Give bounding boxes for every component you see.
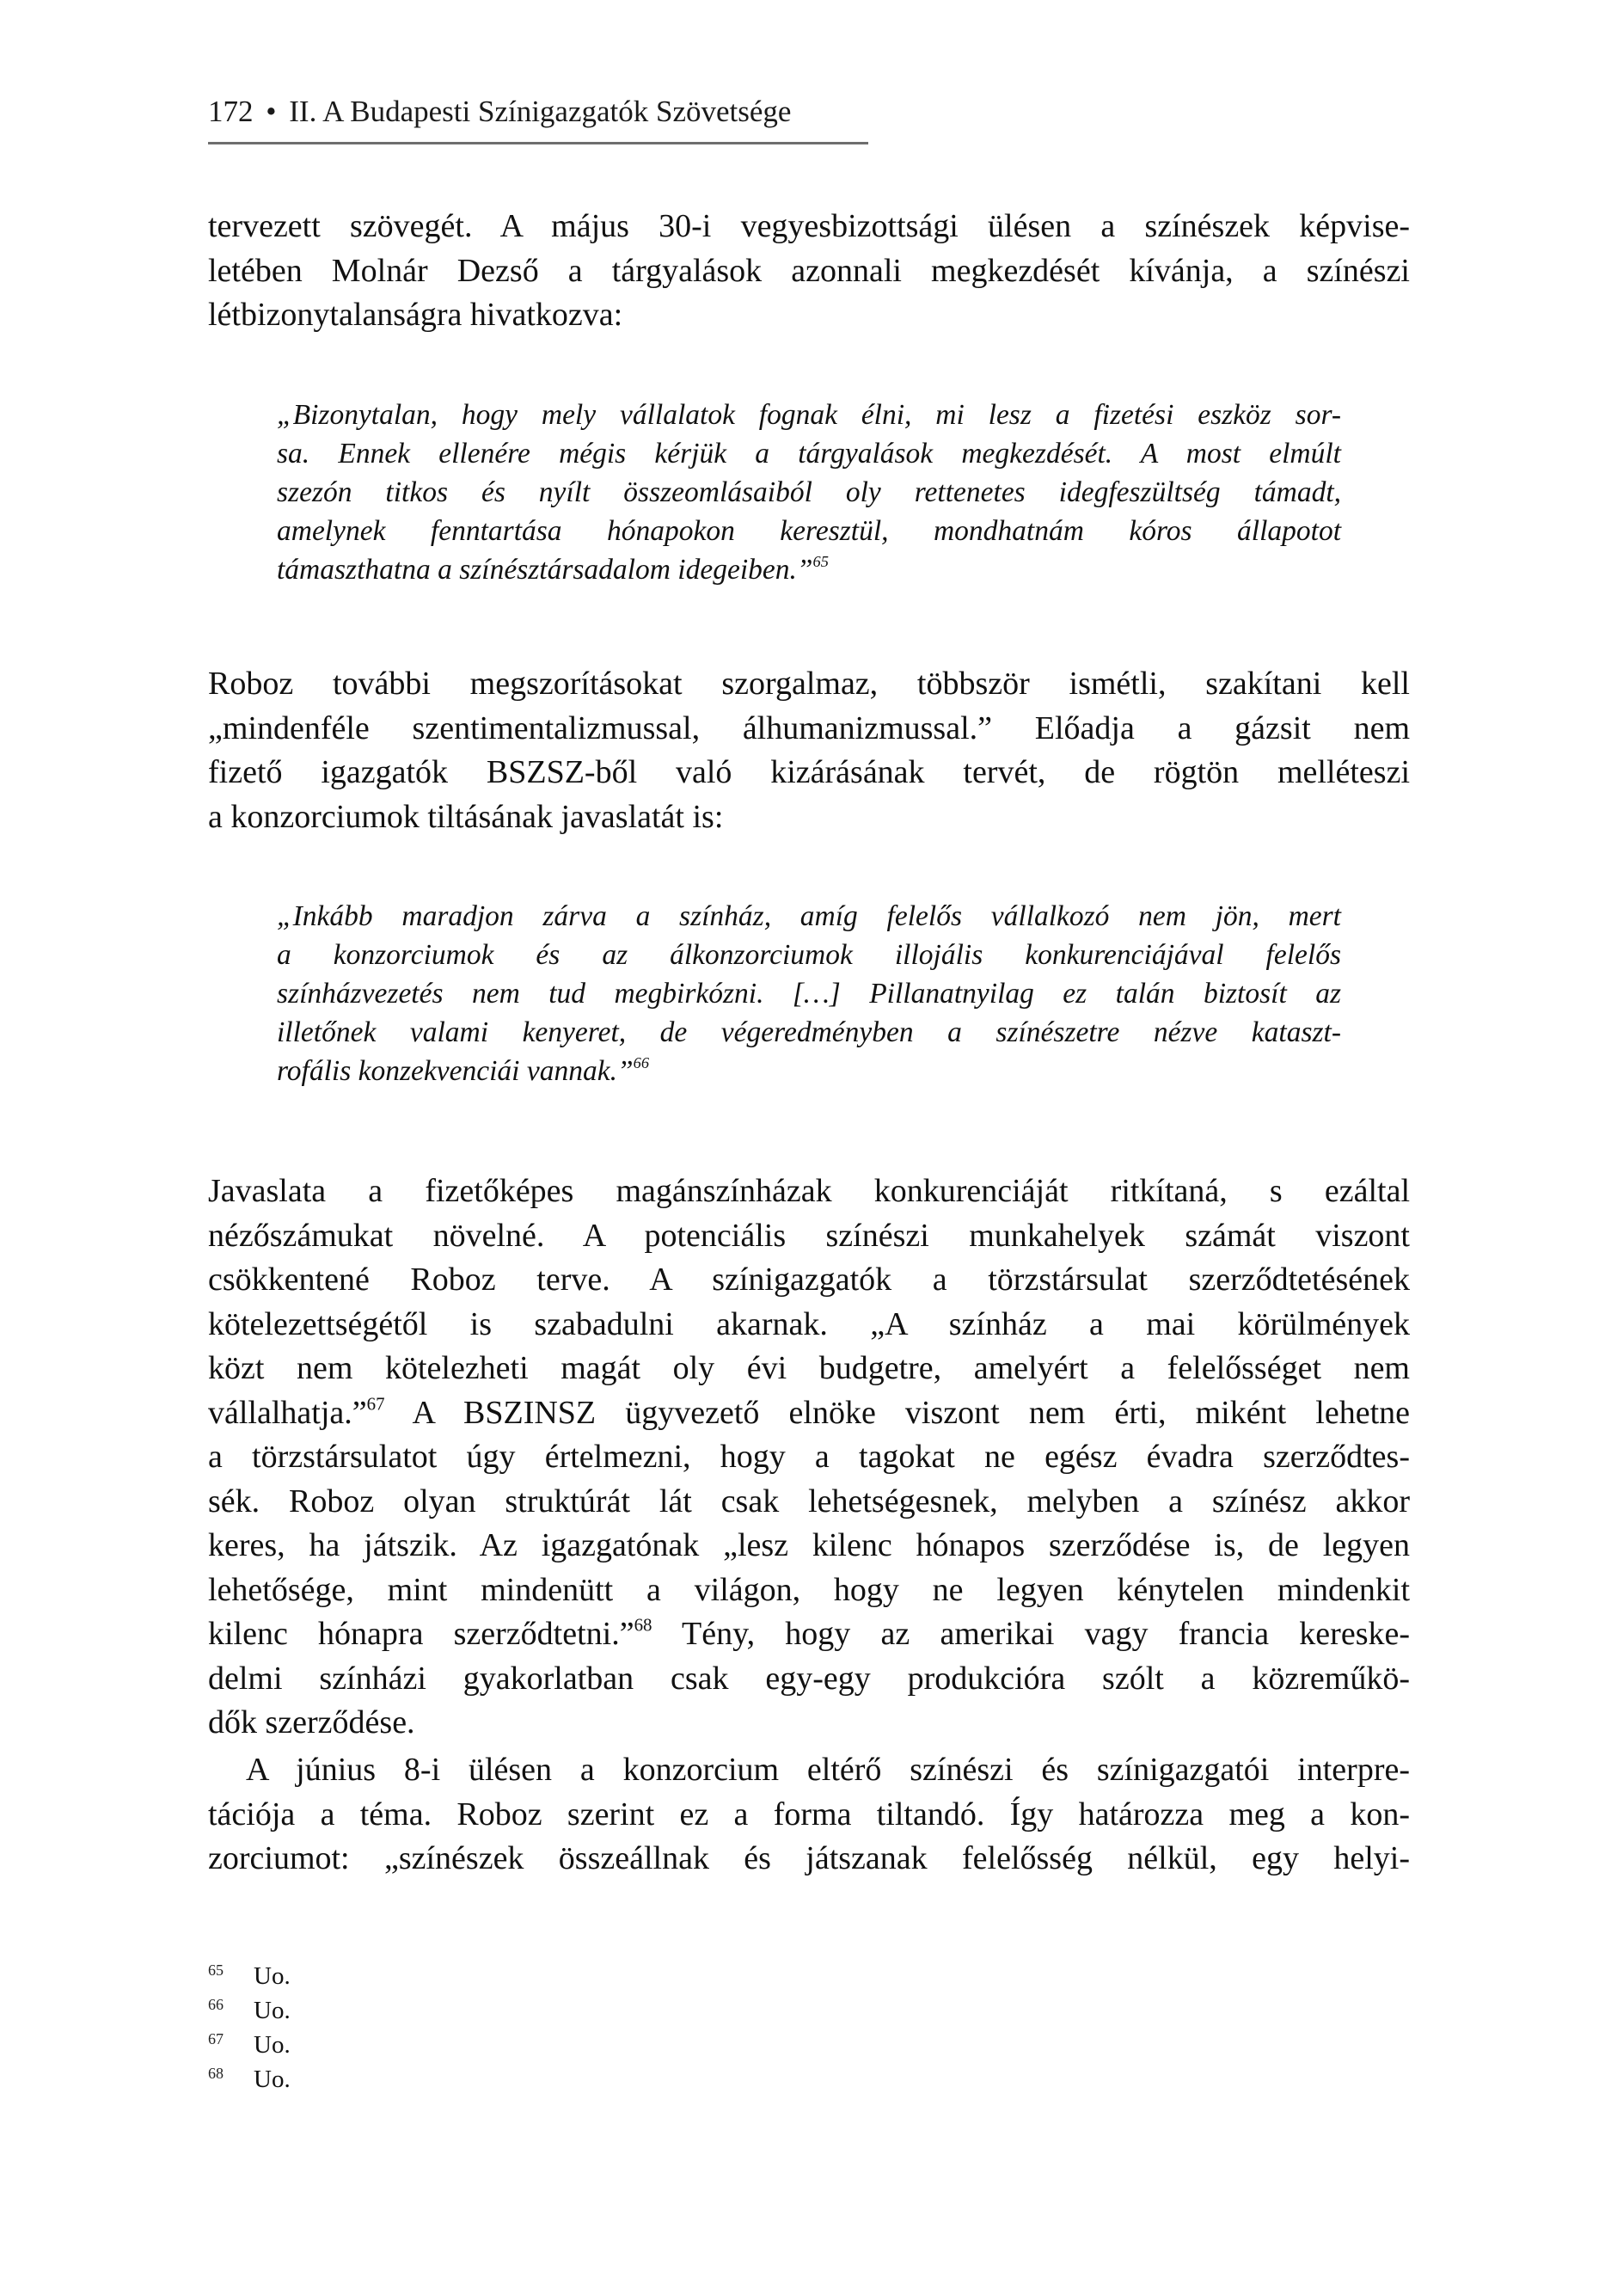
text-line: tációja a téma. Roboz szerint ez a forma tiltandó. Így határozza meg a kon- [208,1796,1410,1833]
text-line: zorciumot: „színészek összeállnak és játszanak felelősség nélkül, egy helyi- [208,1840,1410,1876]
text-line: sék. Roboz olyan struktúrát lát csak lehetségesnek, melyben a színész akkor [208,1483,1410,1519]
text-line: A június 8-i ülésen a konzorcium eltérő színészi és színigazgatói interpre- [246,1752,1410,1788]
text-line: a konzorciumok tiltásának javaslatát is: [208,798,724,835]
paragraph-2 [208,662,1410,839]
paragraph-1 [208,205,1410,338]
quote-line: szezón titkos és nyílt összeomlásaiból oly rettenetes idegfeszültség támadt, [277,476,1341,508]
text-segment: vállalhatja.” [208,1394,367,1431]
text-line: letében Molnár Dezső a tárgyalások azonnali megkezdését kívánja, a színészi [208,252,1410,289]
text-line: csökkentené Roboz terve. A színigazgatók a törzstársulat szerződtetésének [208,1262,1410,1298]
text-line: tervezett szövegét. A május 30-i vegyesbizottsági ülésen a színészek képvise- [208,208,1410,244]
text-line: létbizonytalanságra hivatkozva: [208,297,623,333]
text-line: „mindenféle szentimentalizmussal, álhumanizmussal.” Előadja a gázsit nem [208,709,1410,746]
footnote-text: Uo. [254,2066,291,2093]
footnote-ref-68[interactable]: 68 [634,1614,652,1636]
bullet-separator: • [266,95,277,128]
footnote-text: Uo. [254,1997,291,2024]
paragraph-3 [208,1169,1410,1746]
text-line: a törzstársulatot úgy értelmezni, hogy a tagokat ne egész évadra szerződtes- [208,1439,1410,1475]
footnote-ref-66[interactable]: 66 [633,1054,650,1072]
text-line [208,1612,1410,1657]
quote-line: színházvezetés nem tud megbirkózni. […] Pillanatnyilag ez talán biztosít az [277,978,1341,1010]
quote-line: a konzorciumok és az álkonzorciumok illojális konkurenciájával felelős [277,939,1341,971]
text-line: delmi színházi gyakorlatban csak egy-egy produkcióra szólt a közreműkö- [208,1660,1410,1697]
quote-line [277,1052,1341,1090]
text-line: fizető igazgatók BSZSZ-ből való kizárásának tervét, de rögtön melléteszi [208,754,1410,790]
quote-text: rofális konzekvenciái vannak.” [277,1055,634,1087]
footnote-number: 65 [208,1961,224,1979]
running-header [208,93,791,131]
text-line: Javaslata a fizetőképes magánszínházak konkurenciáját ritkítaná, s ezáltal [208,1173,1410,1209]
text-line [208,1391,1410,1436]
text-line: Roboz további megszorításokat szorgalmaz, többször ismétli, szakítani kell [208,666,1410,702]
text-line: közt nem kötelezheti magát oly évi budgetre, amelyért a felelősséget nem [208,1350,1410,1386]
header-rule [208,142,868,144]
quote-line: „Bizonytalan, hogy mely vállalatok fognak élni, mi lesz a fizetési eszköz sor- [277,399,1341,431]
quote-text: támaszthatna a színésztársadalom idegeiben.” [277,554,813,586]
quote-line: „Inkább maradjon zárva a színház, amíg felelős vállalkozó nem jön, mert [277,900,1341,932]
footnote-number: 67 [208,2030,224,2047]
footnote-ref-65[interactable]: 65 [812,553,829,571]
text-segment: A BSZINSZ ügyvezető elnöke viszont nem érti, miként lehetne [384,1394,1410,1431]
text-line: nézőszámukat növelné. A potenciális színészi munkahelyek számát viszont [208,1217,1410,1254]
footnote-68 [208,2062,291,2096]
quote-line: sa. Ennek ellenére mégis kérjük a tárgyalások megkezdését. A most elmúlt [277,438,1341,470]
footnote-number: 68 [208,2065,224,2082]
block-quote-2 [277,897,1341,1090]
footnote-text: Uo. [254,1962,291,1990]
footnote-ref-67[interactable]: 67 [366,1392,385,1414]
quote-line [277,550,1341,589]
footnote-number: 66 [208,1996,224,2013]
running-title: II. A Budapesti Színigazgatók Szövetsége [289,95,792,128]
page-number: 172 [208,95,254,128]
text-line: keres, ha játszik. Az igazgatónak „lesz kilenc hónapos szerződése is, de legyen [208,1527,1410,1563]
quote-line: amelynek fenntartása hónapokon keresztül, mondhatnám kóros állapotot [277,515,1341,547]
text-line: kötelezettségétől is szabadulni akarnak. „A színház a mai körülmények [208,1305,1410,1342]
text-segment: Tény, hogy az amerikai vagy francia kereske- [652,1616,1411,1652]
footnotes [208,1959,291,2096]
text-line: lehetősége, mint mindenütt a világon, hogy ne legyen kénytelen mindenkit [208,1571,1410,1608]
paragraph-4 [208,1748,1410,1882]
quote-line: illetőnek valami kenyeret, de végeredményben a színészetre nézve kataszt- [277,1016,1341,1048]
text-line: dők szerződése. [208,1704,415,1740]
footnote-text: Uo. [254,2031,291,2059]
text-segment: kilenc hónapra szerződtetni.” [208,1616,634,1652]
block-quote-1 [277,396,1341,589]
